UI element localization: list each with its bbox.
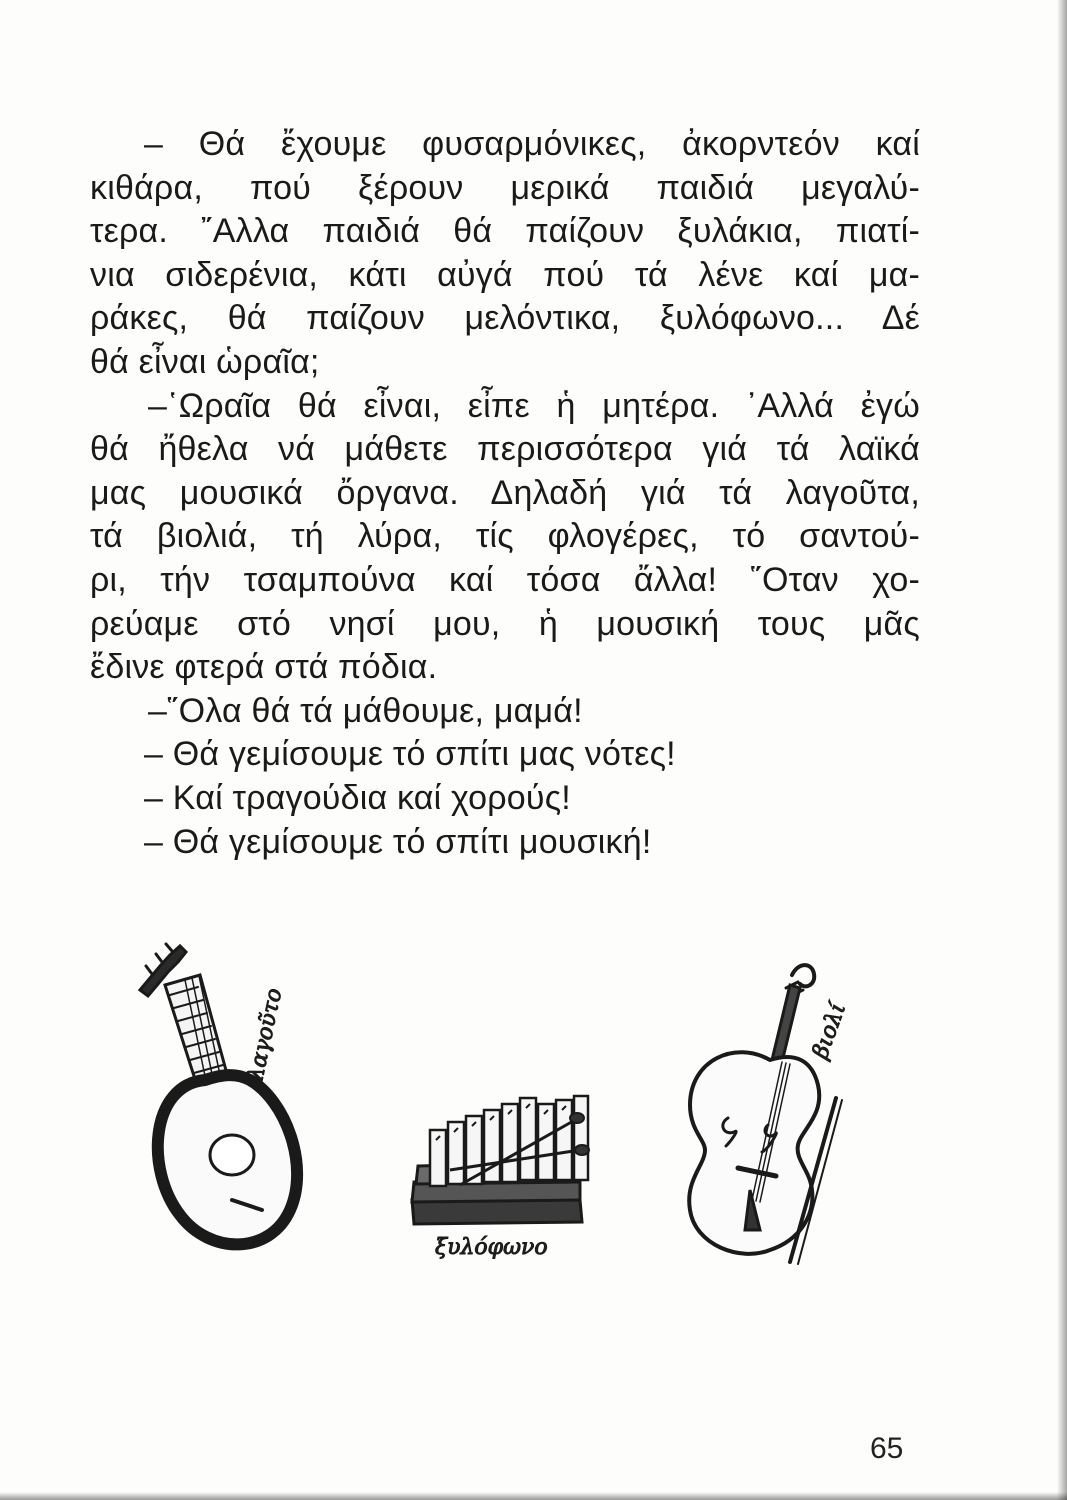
page-number: 65 xyxy=(870,1432,904,1465)
text-line: θά ἤθελα νά μάθετε περισσότερα γιά τά λαϊκά xyxy=(90,430,920,469)
text-line: –῾Ωραῖα θά εἶναι, εἶπε ἡ μητέρα. ᾿Αλλά ἐγώ xyxy=(148,386,920,425)
text-line: τά βιολιά, τή λύρα, τίς φλογέρες, τό σαντού- xyxy=(90,517,920,556)
dialogue-line: –῞Ολα θά τά μάθουμε, μαμά! xyxy=(148,691,583,730)
page-edge-shadow xyxy=(1057,0,1067,1500)
dialogue-line: – Καί τραγούδια καί χορούς! xyxy=(144,778,571,817)
text-line: κιθάρα, πού ξέρουν μερικά παιδιά μεγαλύ- xyxy=(90,168,920,207)
lute-drawing xyxy=(140,944,297,1244)
violin-drawing xyxy=(689,965,851,1264)
text-line: ράκες, θά παίζουν μελόντικα, ξυλόφωνο... Δέ xyxy=(90,299,920,338)
text-line: ρι, τήν τσαμπούνα καί τόσα ἄλλα! ῞Οταν χο- xyxy=(90,560,920,599)
xylophone-drawing xyxy=(412,1096,589,1260)
lute-label: λαγοῦτο xyxy=(243,986,288,1084)
dialogue-line: – Θά γεμίσουμε τό σπίτι μουσική! xyxy=(144,822,652,861)
text-line: ἔδινε φτερά στά πόδια. xyxy=(90,648,438,687)
text-line: ρεύαμε στό νησί μου, ἡ μουσική τους μᾶς xyxy=(90,604,920,643)
dialogue-line: – Θά γεμίσουμε τό σπίτι μας νότες! xyxy=(144,735,676,774)
text-line: τερα. ῎Αλλα παιδιά θά παίζουν ξυλάκια, πιατί- xyxy=(90,212,920,251)
violin-label: βιολί xyxy=(808,999,852,1063)
page-bottom-shadow xyxy=(0,1492,1067,1500)
xylophone-label: ξυλόφωνο xyxy=(435,1235,548,1260)
text-line: νια σιδερένια, κάτι αὐγά πού τά λένε καί μα- xyxy=(90,255,920,294)
text-line: θά εἶναι ὡραῖα; xyxy=(90,342,320,381)
text-line: – Θά ἔχουμε φυσαρμόνικες, ἀκορντεόν καί xyxy=(144,125,920,163)
text-line: μας μουσικά ὄργανα. Δηλαδή γιά τά λαγοῦτα, xyxy=(90,473,920,512)
